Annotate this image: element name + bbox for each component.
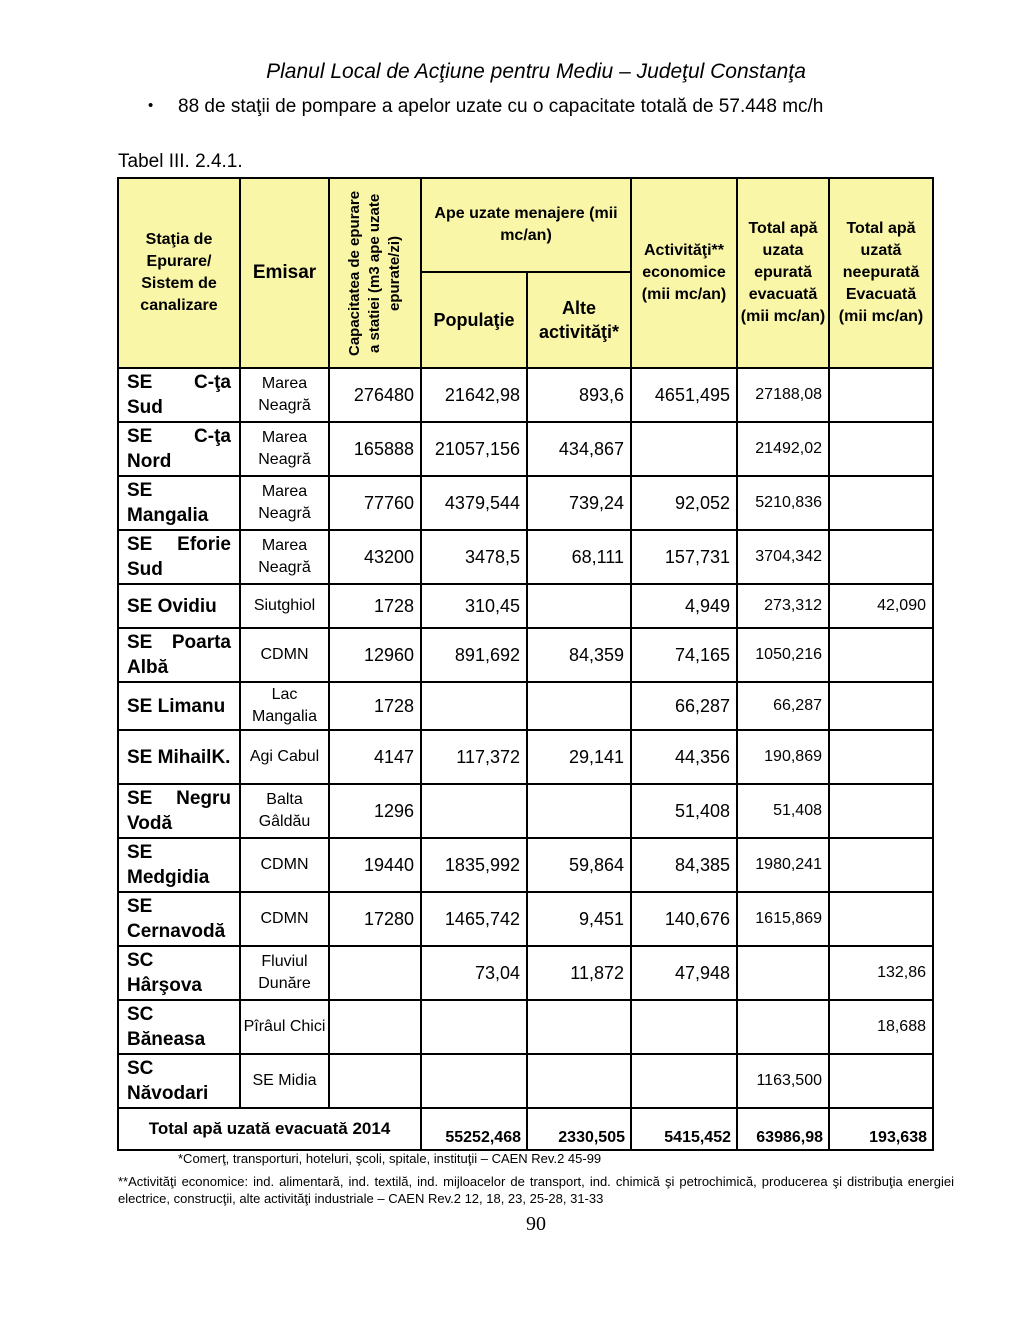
untreated-cell: 132,86 <box>829 946 933 1000</box>
population-cell: 4379,544 <box>421 476 527 530</box>
emisar-cell: Pîrâul Chici <box>240 1000 329 1054</box>
total-economic: 5415,452 <box>631 1108 737 1150</box>
bullet-icon: • <box>148 97 154 114</box>
population-cell: 1835,992 <box>421 838 527 892</box>
other-activities-cell: 11,872 <box>527 946 631 1000</box>
emisar-cell: Marea Neagră <box>240 476 329 530</box>
capacity-cell: 165888 <box>329 422 421 476</box>
station-cell: SC Năvodari <box>118 1054 240 1108</box>
capacity-cell <box>329 946 421 1000</box>
other-activities-cell: 29,141 <box>527 730 631 784</box>
population-cell <box>421 1054 527 1108</box>
treated-cell: 273,312 <box>737 584 829 628</box>
capacity-cell: 276480 <box>329 368 421 422</box>
treated-cell: 1980,241 <box>737 838 829 892</box>
treated-cell: 1050,216 <box>737 628 829 682</box>
treated-cell <box>737 946 829 1000</box>
table-row <box>118 730 933 784</box>
table-row <box>118 946 933 1000</box>
economic-cell: 92,052 <box>631 476 737 530</box>
untreated-cell: 18,688 <box>829 1000 933 1054</box>
station-cell: SE Medgidia <box>118 838 240 892</box>
bullet-text: 88 de staţii de pompare a apelor uzate cu o capacitate totală de 57.448 mc/h <box>178 96 824 117</box>
population-cell <box>421 784 527 838</box>
population-cell <box>421 682 527 730</box>
untreated-cell <box>829 1054 933 1108</box>
untreated-cell <box>829 628 933 682</box>
bullet-point <box>148 96 823 118</box>
emisar-cell: Marea Neagră <box>240 368 329 422</box>
header-treated: Total apă uzata epurată evacuată (mii mc/an) <box>737 178 829 368</box>
table-row <box>118 1000 933 1054</box>
emisar-cell: Fluviul Dunăre <box>240 946 329 1000</box>
other-activities-cell: 893,6 <box>527 368 631 422</box>
capacity-cell: 12960 <box>329 628 421 682</box>
untreated-cell <box>829 368 933 422</box>
table-row <box>118 476 933 530</box>
population-cell: 117,372 <box>421 730 527 784</box>
station-cell: SE Eforie Sud <box>118 530 240 584</box>
total-row <box>118 1108 933 1150</box>
station-cell: SE Negru Vodă <box>118 784 240 838</box>
emisar-cell: Siutghiol <box>240 584 329 628</box>
header-capacity <box>329 178 421 368</box>
untreated-cell: 42,090 <box>829 584 933 628</box>
economic-cell <box>631 422 737 476</box>
station-cell: SE Ovidiu <box>118 584 240 628</box>
header-domestic-group: Ape uzate menajere (mii mc/an) <box>421 178 631 272</box>
table-row <box>118 628 933 682</box>
emisar-cell: CDMN <box>240 892 329 946</box>
table-row <box>118 422 933 476</box>
other-activities-cell <box>527 584 631 628</box>
header-population: Populaţie <box>421 272 527 368</box>
treated-cell: 51,408 <box>737 784 829 838</box>
header-capacity-text: Capacitatea de epurare a statiei (m3 ape uzate epurate/zi) <box>346 190 403 356</box>
untreated-cell <box>829 422 933 476</box>
capacity-cell: 1728 <box>329 682 421 730</box>
capacity-cell <box>329 1054 421 1108</box>
table-row <box>118 682 933 730</box>
population-cell: 891,692 <box>421 628 527 682</box>
untreated-cell <box>829 730 933 784</box>
untreated-cell <box>829 784 933 838</box>
untreated-cell <box>829 892 933 946</box>
treated-cell: 5210,836 <box>737 476 829 530</box>
untreated-cell <box>829 530 933 584</box>
other-activities-cell: 84,359 <box>527 628 631 682</box>
other-activities-cell: 9,451 <box>527 892 631 946</box>
table-row <box>118 1054 933 1108</box>
capacity-cell: 17280 <box>329 892 421 946</box>
untreated-cell <box>829 838 933 892</box>
economic-cell: 66,287 <box>631 682 737 730</box>
total-population: 55252,468 <box>421 1108 527 1150</box>
treated-cell: 190,869 <box>737 730 829 784</box>
capacity-cell: 19440 <box>329 838 421 892</box>
treated-cell: 27188,08 <box>737 368 829 422</box>
economic-cell <box>631 1000 737 1054</box>
other-activities-cell <box>527 784 631 838</box>
table-body <box>118 368 933 1108</box>
population-cell: 73,04 <box>421 946 527 1000</box>
emisar-cell: Marea Neagră <box>240 530 329 584</box>
emisar-cell: Marea Neagră <box>240 422 329 476</box>
page-number: 90 <box>526 1213 546 1235</box>
economic-cell: 44,356 <box>631 730 737 784</box>
economic-cell <box>631 1054 737 1108</box>
other-activities-cell: 68,111 <box>527 530 631 584</box>
economic-cell: 140,676 <box>631 892 737 946</box>
other-activities-cell <box>527 1054 631 1108</box>
economic-cell: 74,165 <box>631 628 737 682</box>
population-cell: 310,45 <box>421 584 527 628</box>
station-cell: SC Hârşova <box>118 946 240 1000</box>
untreated-cell <box>829 476 933 530</box>
table-row <box>118 584 933 628</box>
total-untreated: 193,638 <box>829 1108 933 1150</box>
capacity-cell <box>329 1000 421 1054</box>
treated-cell: 21492,02 <box>737 422 829 476</box>
page-header: Planul Local de Acţiune pentru Mediu – Judeţul Constanţa <box>266 60 806 83</box>
population-cell: 21057,156 <box>421 422 527 476</box>
other-activities-cell: 434,867 <box>527 422 631 476</box>
wastewater-table <box>117 177 934 1151</box>
economic-cell: 157,731 <box>631 530 737 584</box>
untreated-cell <box>829 682 933 730</box>
economic-cell: 84,385 <box>631 838 737 892</box>
station-cell: SE MihailK. <box>118 730 240 784</box>
treated-cell: 1163,500 <box>737 1054 829 1108</box>
emisar-cell: Agi Cabul <box>240 730 329 784</box>
station-cell: SE Limanu <box>118 682 240 730</box>
capacity-cell: 1728 <box>329 584 421 628</box>
footnote: *Comerţ, transporturi, hoteluri, şcoli, spitale, instituţii – CAEN Rev.2 45-99 <box>178 1151 602 1166</box>
station-cell: SE Mangalia <box>118 476 240 530</box>
other-activities-cell <box>527 682 631 730</box>
capacity-cell: 4147 <box>329 730 421 784</box>
station-cell: SE C-ţa Nord <box>118 422 240 476</box>
header-untreated: Total apă uzată neepurată Evacuată (mii mc/an) <box>829 178 933 368</box>
emisar-cell: Balta Gâldău <box>240 784 329 838</box>
population-cell <box>421 1000 527 1054</box>
treated-cell <box>737 1000 829 1054</box>
table-caption: Tabel III. 2.4.1. <box>118 151 243 172</box>
economic-cell: 4651,495 <box>631 368 737 422</box>
economic-cell: 51,408 <box>631 784 737 838</box>
station-cell: SE Cernavodă <box>118 892 240 946</box>
population-cell: 3478,5 <box>421 530 527 584</box>
capacity-cell: 43200 <box>329 530 421 584</box>
total-label: Total apă uzată evacuată 2014 <box>118 1108 421 1150</box>
total-other: 2330,505 <box>527 1108 631 1150</box>
header-station: Staţia de Epurare/ Sistem de canalizare <box>118 178 240 368</box>
station-cell: SC Băneasa <box>118 1000 240 1054</box>
table-row <box>118 368 933 422</box>
other-activities-cell: 739,24 <box>527 476 631 530</box>
capacity-cell: 77760 <box>329 476 421 530</box>
economic-cell: 4,949 <box>631 584 737 628</box>
population-cell: 1465,742 <box>421 892 527 946</box>
economic-cell: 47,948 <box>631 946 737 1000</box>
header-economic: Activităţi** economice (mii mc/an) <box>631 178 737 368</box>
footnote: **Activităţi economice: ind. alimentară, ind. textilă, ind. mijloacelor de transport, ind. chimică şi petrochimică, producerea şi distribuţia energiei electrice, construcţii, alte activităţi industriale – CAEN Rev.2 12, 18, 23, 25-28, 31-33 <box>118 1174 954 1206</box>
table-row <box>118 838 933 892</box>
emisar-cell: SE Midia <box>240 1054 329 1108</box>
station-cell: SE Poarta Albă <box>118 628 240 682</box>
emisar-cell: Lac Mangalia <box>240 682 329 730</box>
header-emisar: Emisar <box>240 178 329 368</box>
treated-cell: 3704,342 <box>737 530 829 584</box>
capacity-cell: 1296 <box>329 784 421 838</box>
other-activities-cell <box>527 1000 631 1054</box>
treated-cell: 66,287 <box>737 682 829 730</box>
total-treated: 63986,98 <box>737 1108 829 1150</box>
emisar-cell: CDMN <box>240 838 329 892</box>
other-activities-cell: 59,864 <box>527 838 631 892</box>
header-other: Alte activităţi* <box>527 272 631 368</box>
treated-cell: 1615,869 <box>737 892 829 946</box>
table-row <box>118 784 933 838</box>
emisar-cell: CDMN <box>240 628 329 682</box>
table-row <box>118 892 933 946</box>
station-cell: SE C-ţa Sud <box>118 368 240 422</box>
table-row <box>118 530 933 584</box>
population-cell: 21642,98 <box>421 368 527 422</box>
